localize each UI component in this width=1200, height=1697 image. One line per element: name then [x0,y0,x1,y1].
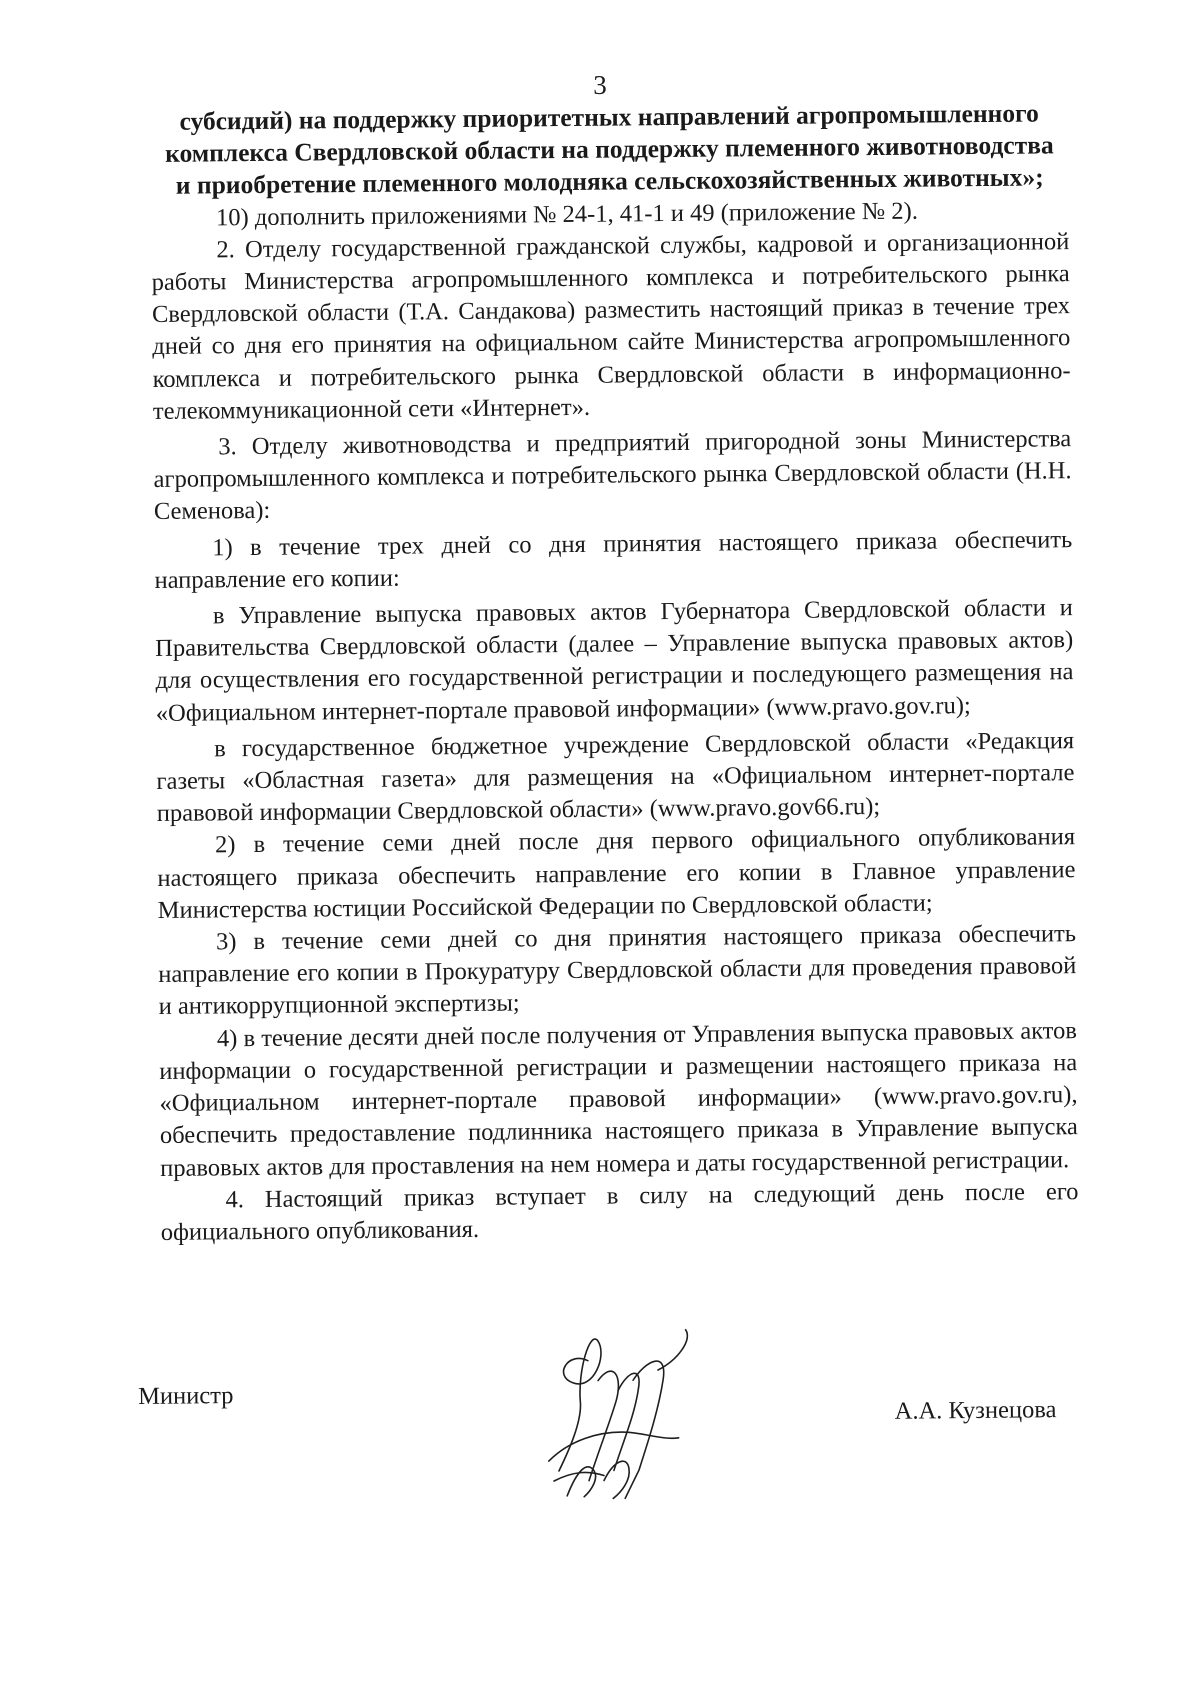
paragraph-3-2: 2) в течение семи дней после дня первого официального опубликования настоящего приказа обеспечить направление его копии в Главное управление Министерства юстиции Российской Федерации по Свердловской области; [157,823,1076,924]
paragraph-3: 3. Отделу животноводства и предприятий пригородной зоны Министерства агропромышленного комплекса и потребительского рынка Свердловской области (Н.Н. Семенова): [153,425,1072,526]
title-line-3: и приобретение племенного молодняка сельскохозяйственных животных»; [175,162,1044,201]
paragraph-3-3: 3) в течение семи дней со дня принятия настоящего приказа обеспечить направление его копии в Прокуратуру Свердловской области для проведения правовой и антикоррупционной экспертизы; [158,920,1077,1021]
handwritten-signature [528,1320,710,1512]
title-block [150,97,1069,202]
page-number: 3 [593,70,607,100]
paragraph-4: 4. Настоящий приказ вступает в силу на следующий день после его официального опубликования. [160,1177,1079,1246]
paragraph-10: 10) дополнить приложениями № 24-1, 41-1 и 49 (приложение № 2). [215,197,918,231]
paragraph-2: 2. Отделу государственной гражданской службы, кадровой и организационной работы Министерства агропромышленного комплекса и потребительского рынка Свердловской области (Т.А. Сандакова) разместить настоящий приказ в течение трех дней со дня его принятия на официальном сайте Министерства агропромышленного комплекса и потребительского рынка Свердловской области в информационно-телекоммуникационной сети «Интернет». [151,227,1071,425]
title-line-1: субсидий) на поддержку приоритетных направлений агропромышленного [179,98,1039,136]
signer-position: Министр [138,1382,234,1410]
paragraph-3-1-a: в Управление выпуска правовых актов Губернатора Свердловской области и Правительства Свердловской области (далее – Управление выпуска правовых актов) для осуществления его государственной регистрации и последующего размещения на «Официальном интернет-портале правовой информации» (www.pravo.gov.ru); [155,594,1074,727]
paragraph-3-4: 4) в течение десяти дней после получения от Управления выпуска правовых актов информации о государственной регистрации и размещении настоящего приказа на «Официальном интернет-портале правовой информации» (www.pravo.gov.ru), обеспечить предоставление подлинника настоящего приказа в Управление выпуска правовых актов для проставления на нем номера и даты государственной регистрации. [159,1016,1078,1182]
title-line-2: комплекса Свердловской области на поддержку племенного животноводства [165,130,1054,169]
signature-block [138,1366,1057,1535]
paragraph-3-1: 1) в течение трех дней со дня принятия настоящего приказа обеспечить направление его копии: [154,525,1073,594]
document-body [150,97,1079,1249]
paragraph-3-1-b: в государственное бюджетное учреждение Свердловской области «Редакция газеты «Областная газета» для размещения на «Официальном интернет-портале правовой информации Свердловской области» (www.pravo.gov66.ru); [156,727,1075,828]
signer-name: А.А. Кузнецова [894,1396,1057,1425]
